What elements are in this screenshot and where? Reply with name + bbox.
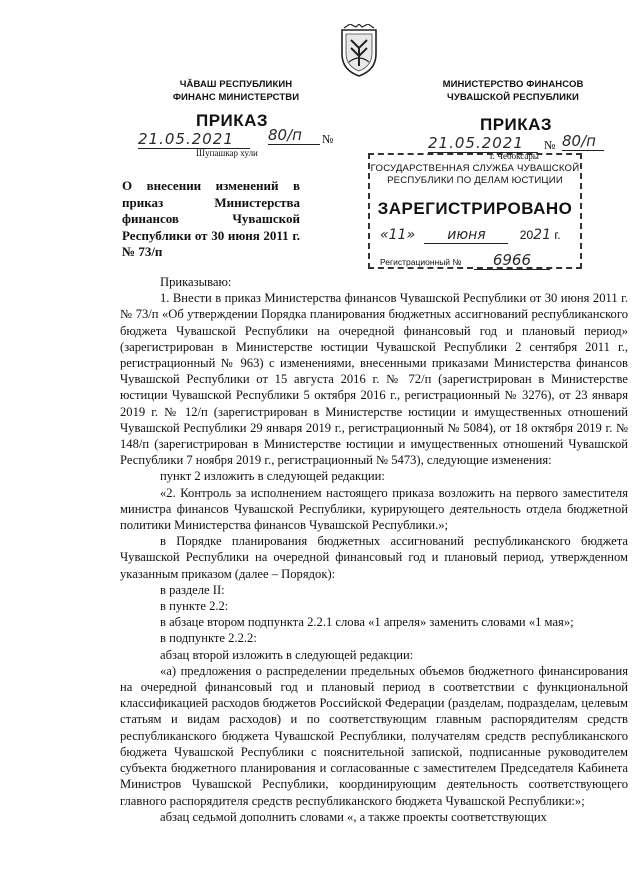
stamp-status: ЗАРЕГИСТРИРОВАНО bbox=[377, 199, 573, 218]
paragraph-point-2-2: в пункте 2.2: bbox=[160, 599, 229, 614]
stamp-org-line2: РЕСПУБЛИКИ ПО ДЕЛАМ ЮСТИЦИИ bbox=[387, 175, 563, 186]
left-order-date: 21.05.2021 bbox=[138, 130, 250, 149]
stamp-year-label: г. bbox=[554, 228, 561, 242]
stamp-month: июня bbox=[424, 227, 508, 244]
stamp-reg-label: Регистрационный № bbox=[380, 257, 462, 267]
ministry-name-chuvash-line1: ЧĂВАШ РЕСПУБЛИКИН bbox=[179, 79, 293, 90]
left-order-place: Шупашкар хули bbox=[196, 148, 258, 158]
paragraph-subpoint-2-2-2: в подпункте 2.2.2: bbox=[160, 631, 257, 646]
left-order-number: 80/п bbox=[268, 126, 320, 145]
document-body bbox=[120, 274, 628, 825]
paragraph-subpoint-2-2-1: в абзаце втором подпункта 2.2.1 слова «1 апреля» заменить словами «1 мая»; bbox=[160, 615, 574, 630]
left-order-number-label: № bbox=[322, 132, 334, 146]
ministry-name-chuvash-line2: ФИНАНС МИНИСТЕРСТВИ bbox=[172, 92, 300, 103]
right-order-date: 21.05.2021 bbox=[428, 134, 538, 153]
paragraph-item-1: 1. Внести в приказ Министерства финансов Чувашской Республики от 30 июня 2011 г. № 73/п «Об утверждении Порядка планирования бюджетных ассигнований республиканского бюджета Чувашской Республики на очередной финансовый год и плановый период» (зарегистрирован в Министерстве юстиции Чувашской Республики 2 сентября 2011 г., регистрационный № 963) с изменениями, внесенными приказами Министерства финансов Чувашской Республики от 15 августа 2016 г. № 72/п (зарегистрирован в Министерстве юстиции Чувашской Республики 5 октября 2016 г., регистрационный № 3276), от 23 января 2019 г. № 12/п (зарегистрирован в Министерстве юстиции и имущественных отношений Чувашской Республики 29 января 2019 г., регистрационный № 5084), от 18 октября 2019 г. № 148/п (зарегистрирован в Министерстве юстиции и имущественных отношений Чувашской Республики 7 ноября 2019 г., регистрационный № 5473), следующие изменения: bbox=[120, 291, 628, 468]
stamp-year-prefix: 20 bbox=[519, 228, 534, 242]
stamp-org-line1: ГОСУДАРСТВЕННАЯ СЛУЖБА ЧУВАШСКОЙ bbox=[370, 163, 580, 174]
right-order-number-label: № bbox=[544, 138, 556, 152]
paragraph-seventh-abzac: абзац седьмой дополнить словами «, а также проекты соответствующих bbox=[160, 809, 547, 824]
ministry-name-russian-line1: МИНИСТЕРСТВО ФИНАНСОВ bbox=[442, 79, 584, 90]
document-title: О внесении изменений в приказ Министерства финансов Чувашской Республики от 30 июня 2011 г. № 73/п bbox=[122, 178, 300, 259]
stamp-date-line bbox=[380, 227, 576, 244]
paragraph-item-2-intro: пункт 2 изложить в следующей редакции: bbox=[160, 469, 385, 484]
ministry-name-chuvash bbox=[150, 78, 322, 104]
paragraph-procedure-intro: в Порядке планирования бюджетных ассигнований республиканского бюджета Чувашской Республики на очередной финансовый год и плановый период, утвержденном указанным приказом (далее – Порядок): bbox=[120, 534, 628, 581]
right-order-number: 80/п bbox=[562, 132, 604, 151]
right-order-place: г. Чебоксары bbox=[490, 151, 539, 161]
paragraph-item-2-text: «2. Контроль за исполнением настоящего приказа возложить на первого заместителя министра финансов Чувашской Республики, курирующего деятельность отдела бюджетной политики Министерства финансов Чувашской Республики.»; bbox=[120, 485, 628, 533]
coat-of-arms-graphic bbox=[338, 24, 380, 78]
left-order-title: ПРИКАЗ bbox=[196, 111, 269, 130]
ministry-name-russian-line2: ЧУВАШСКОЙ РЕСПУБЛИКИ bbox=[447, 92, 579, 103]
stamp-registration-line bbox=[380, 251, 576, 270]
stamp-reg-number: 6966 bbox=[474, 251, 550, 270]
stamp-year-suffix: 21 bbox=[533, 227, 551, 243]
stamp-day: «11» bbox=[380, 227, 416, 243]
registration-stamp bbox=[368, 153, 582, 269]
paragraph-second-abzac: абзац второй изложить в следующей редакции: bbox=[160, 647, 414, 662]
paragraph-order-intro: Приказываю: bbox=[160, 275, 232, 289]
right-order-title: ПРИКАЗ bbox=[480, 115, 553, 134]
coat-of-arms-icon bbox=[338, 24, 380, 78]
paragraph-item-a: «а) предложения о распределении предельных объемов бюджетного финансирования на очередной финансовый год и плановый период в соответствии с функциональной классификацией расходов бюджетов Российской Федерации (разделам, подразделам, целевым статьям и видам расходов) и по соответствующим главным распорядителям средств республиканского бюджета Чувашской Республики, получателям средств республиканского бюджета Чувашской Республики с пояснительной запиской, подписанные руководителем субъекта бюджетного планирования и согласованные с заместителем Председателя Кабинета Министров Чувашской Республики, координирующим деятельность соответствующего главного распорядителя средств республиканского бюджета Чувашской Республики:»; bbox=[120, 663, 628, 808]
ministry-name-russian bbox=[418, 78, 608, 104]
stamp-organization bbox=[370, 163, 580, 187]
paragraph-section-2: в разделе II: bbox=[160, 582, 225, 597]
